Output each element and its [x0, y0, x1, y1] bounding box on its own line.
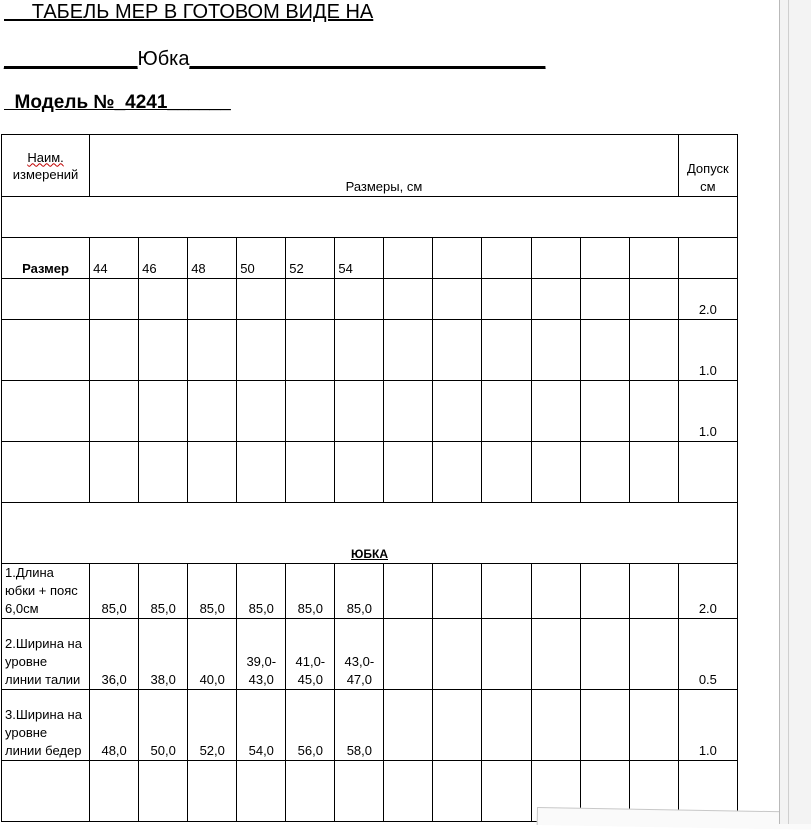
value-cell: 39,0-43,0: [237, 619, 286, 690]
measurements-table: [1, 134, 738, 822]
measurement-label: 3.Ширина на уровне линии бедер: [2, 690, 90, 761]
header-name-line1: Наим.: [27, 149, 64, 165]
value-cell: 43,0-47,0: [335, 619, 384, 690]
document-title: ТАБЕЛЬ МЕР В ГОТОВОМ ВИДЕ НА: [4, 1, 374, 23]
section-title: ЮБКА: [351, 547, 388, 561]
value-cell: 50,0: [139, 690, 188, 761]
tolerance-cell: 1.0: [678, 320, 737, 381]
value-cell: 85,0: [139, 564, 188, 619]
value-cell: 56,0: [286, 690, 335, 761]
measurement-label: 1.Длина юбки + пояс 6,0см: [2, 564, 90, 619]
value-cell: 58,0: [335, 690, 384, 761]
measurement-row: [2, 619, 738, 690]
value-cell: 36,0: [90, 619, 139, 690]
value-cell: 85,0: [335, 564, 384, 619]
measurement-label: 2.Ширина на уровне линии талии: [2, 619, 90, 690]
section-row: [2, 503, 738, 564]
header-sizes: Размеры, см: [90, 135, 679, 197]
value-cell: 85,0: [90, 564, 139, 619]
value-cell: 40,0: [188, 619, 237, 690]
size-cell: 54: [335, 238, 384, 279]
size-label: Размер: [2, 238, 90, 279]
header-row: [2, 135, 738, 197]
garment-name: Юбка: [137, 48, 190, 70]
tolerance-cell: 2.0: [678, 279, 737, 320]
blank-before: ____________: [4, 48, 138, 70]
size-cell: 50: [237, 238, 286, 279]
measurement-row: [2, 564, 738, 619]
spacer-row: [2, 197, 738, 238]
table-row: [2, 320, 738, 381]
measurement-row: [2, 690, 738, 761]
value-cell: 41,0-45,0: [286, 619, 335, 690]
value-cell: 38,0: [139, 619, 188, 690]
value-cell: 85,0: [188, 564, 237, 619]
floating-panel-edge: [537, 807, 811, 830]
value-cell: 48,0: [90, 690, 139, 761]
table-row: [2, 381, 738, 442]
value-cell: 85,0: [237, 564, 286, 619]
value-cell: 52,0: [188, 690, 237, 761]
tolerance-cell: 0.5: [678, 619, 737, 690]
tolerance-cell: [678, 442, 737, 503]
value-cell: 85,0: [286, 564, 335, 619]
value-cell: 54,0: [237, 690, 286, 761]
header-tolerance: Допуск см: [678, 135, 737, 197]
blank-after: ________________________________: [189, 48, 546, 70]
size-cell: 48: [188, 238, 237, 279]
tolerance-cell: 2.0: [678, 564, 737, 619]
tolerance-cell: 1.0: [678, 381, 737, 442]
size-row: [2, 238, 738, 279]
size-cell: 52: [286, 238, 335, 279]
size-cell: 46: [139, 238, 188, 279]
header-name-line2: измерений: [12, 166, 79, 182]
model-number: Модель №_4241______: [4, 92, 231, 113]
header-name-cell: [2, 135, 90, 197]
table-row: [2, 279, 738, 320]
table-row: [2, 442, 738, 503]
tolerance-cell: 1.0: [678, 690, 737, 761]
garment-line: [4, 48, 545, 71]
side-panel: [780, 0, 811, 824]
size-cell: 44: [90, 238, 139, 279]
